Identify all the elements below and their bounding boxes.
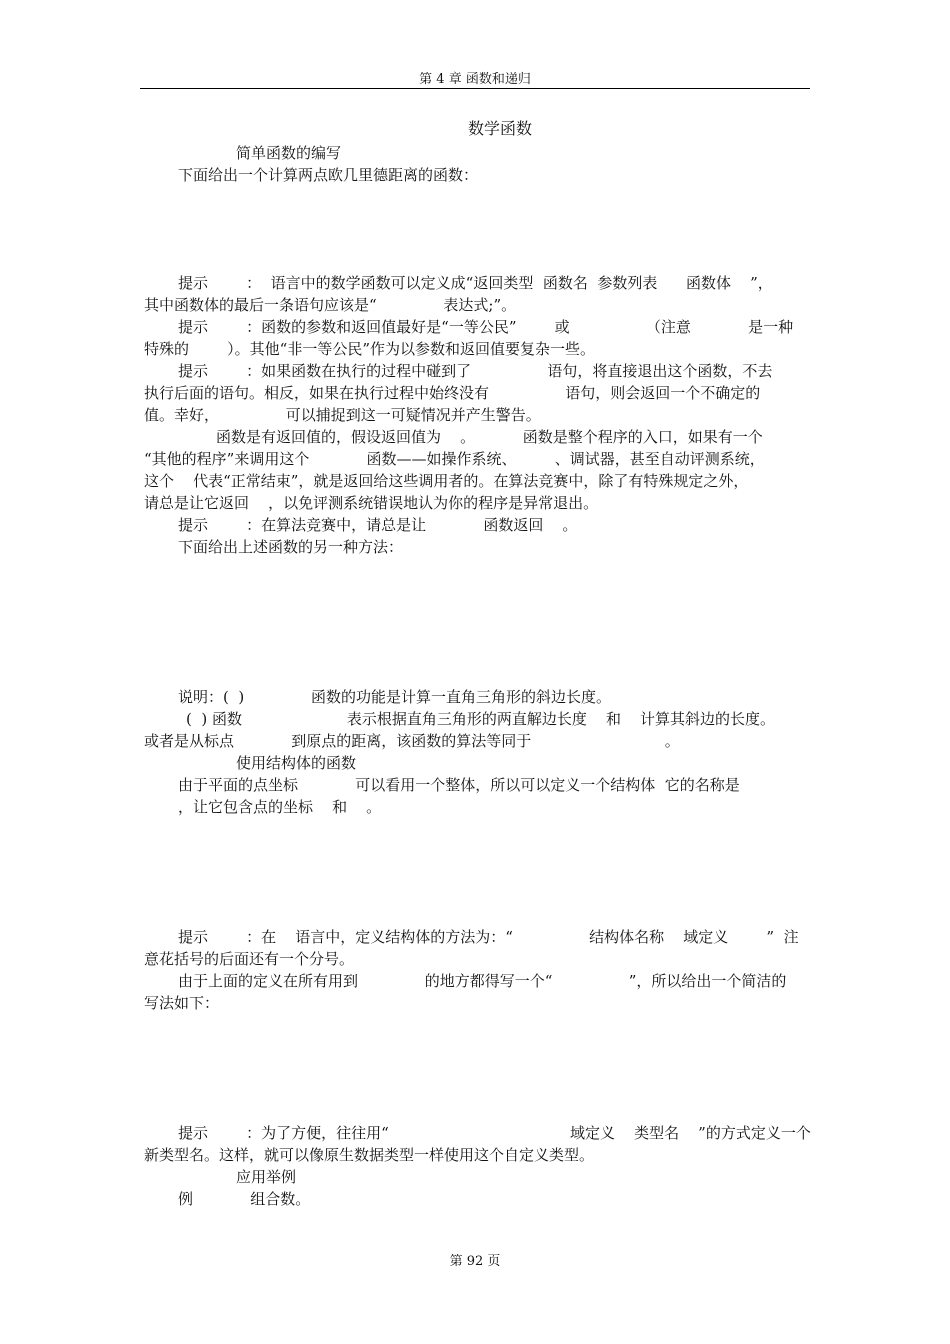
- body-line: 意花括号的后面还有一个分号。: [144, 950, 355, 968]
- section-title: 数学函数: [467, 119, 532, 138]
- body-line: 其中函数体的最后一条语句应该是“ 表达式;”。: [144, 296, 517, 314]
- body-line: 或者是从标点 到原点的距离，该函数的算法等同于 。: [144, 732, 680, 750]
- body-line: 函数是有返回值的，假设返回值为 。 函数是整个程序的入口，如果有一个: [216, 428, 763, 446]
- page-number: 第 92 页: [449, 1254, 501, 1269]
- running-header: 第 4 章 函数和递归: [419, 72, 531, 87]
- body-line: “其他的程序”来调用这个 函数——如操作系统、 、调试器，甚至自动评测系统，: [144, 450, 765, 468]
- note-line: 说明：( ) 函数的功能是计算一直角三角形的斜边长度。: [178, 688, 611, 706]
- tip-line: 提示 ：在算法竞赛中，请总是让 函数返回 。: [178, 516, 578, 534]
- body-line: 请总是让它返回 ，以免评测系统错误地认为你的程序是异常退出。: [144, 494, 599, 512]
- header-divider: [140, 88, 810, 89]
- tip-line: 提示 ：在 语言中，定义结构体的方法为：“ 结构体名称 域定义 ” 注: [178, 928, 799, 946]
- body-line: 特殊的 ）。其他“非一等公民”作为以参数和返回值要复杂一些。: [144, 340, 595, 358]
- body-line: 下面给出一个计算两点欧几里德距离的函数：: [178, 166, 479, 184]
- subsection-heading: 使用结构体的函数: [236, 754, 357, 772]
- body-line: 由于平面的点坐标 可以看用一个整体，所以可以定义一个结构体 它的名称是: [178, 776, 740, 794]
- body-line: ，让它包含点的坐标 和 。: [178, 798, 382, 816]
- example-line: 例 组合数。: [178, 1190, 311, 1208]
- body-line: 由于上面的定义在所有用到 的地方都得写一个“ ”，所以给出一个简洁的: [178, 972, 787, 990]
- note-line: ( ) 函数 表示根据直角三角形的两直解边长度 和 计算其斜边的长度。: [186, 710, 776, 728]
- body-line: 值。幸好， 可以捕捉到这一可疑情况并产生警告。: [144, 406, 541, 424]
- body-line: 写法如下：: [144, 994, 220, 1012]
- tip-line: 提示 ：函数的参数和返回值最好是“一等公民” 或 （注意 是一种: [178, 318, 794, 336]
- body-line: 下面给出上述函数的另一种方法：: [178, 538, 404, 556]
- body-line: 执行后面的语句。相反，如果在执行过程中始终没有 语句，则会返回一个不确定的: [144, 384, 761, 402]
- body-line: 这个 代表“正常结束”，就是返回给这些调用者的。在算法竞赛中，除了有特殊规定之外，: [144, 472, 749, 490]
- subsection-heading: 应用举例: [236, 1168, 297, 1186]
- subsection-heading: 简单函数的编写: [236, 144, 342, 162]
- tip-line: 提示 ：如果函数在执行的过程中碰到了 语句，将直接退出这个函数，不去: [178, 362, 773, 380]
- body-line: 新类型名。这样，就可以像原生数据类型一样使用这个自定义类型。: [144, 1146, 595, 1164]
- tip-line: 提示 ： 语言中的数学函数可以定义成“返回类型 函数名 参数列表 函数体 ”，: [178, 274, 773, 292]
- tip-line: 提示 ：为了方便，往往用“ 域定义 类型名 ”的方式定义一个: [178, 1124, 811, 1142]
